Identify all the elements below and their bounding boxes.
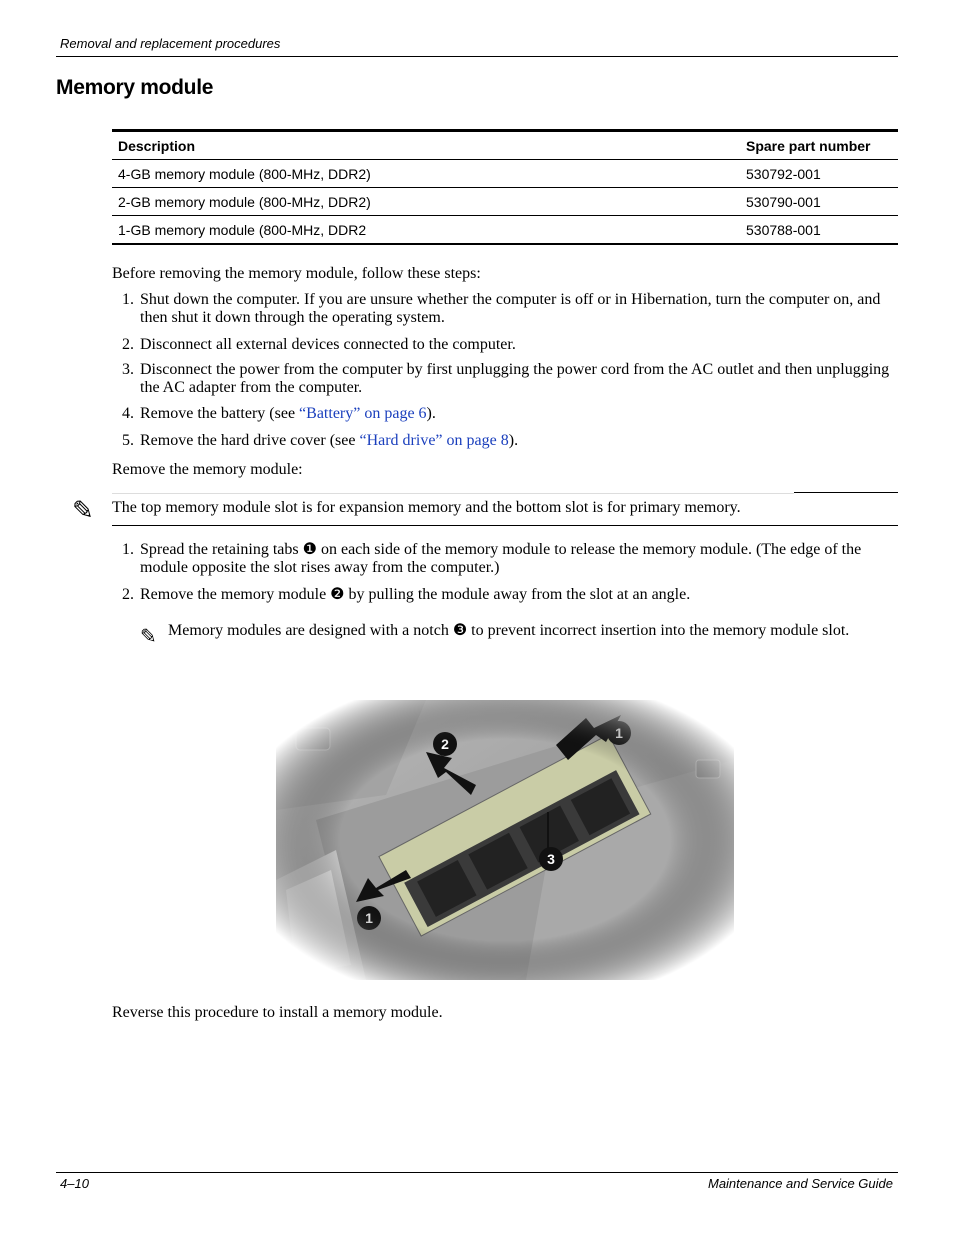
pencil-icon: ✎ (72, 496, 94, 526)
removal-steps (112, 541, 898, 604)
note-rule (112, 525, 898, 526)
note-text: The top memory module slot is for expansion memory and the bottom slot is for primary memory. (112, 499, 741, 516)
memory-module-illustration (276, 700, 734, 980)
hard-drive-link[interactable]: “Hard drive” on page 8 (359, 432, 509, 449)
guide-title: Maintenance and Service Guide (707, 1176, 893, 1191)
page-number: 4–10 (60, 1176, 89, 1191)
closing-paragraph: Reverse this procedure to install a memory module. (112, 1004, 443, 1021)
column-header-description: Description (112, 131, 740, 160)
intro-paragraph: Before removing the memory module, follow these steps: (112, 265, 481, 282)
sub-note-text: Memory modules are designed with a notch ❸ to prevent incorrect insertion into the memory module slot. (168, 622, 850, 639)
row-part-number: 530788-001 (746, 221, 821, 238)
list-item: 1. Shut down the computer. If you are unsure whether the computer is off or in Hibernation, turn the computer on, and then shut it down through the operating system. (122, 291, 881, 326)
page-title: Memory module (56, 76, 214, 99)
column-header-part-number: Spare part number (740, 131, 898, 160)
running-title: Removal and replacement procedures (60, 36, 281, 51)
page-footer (56, 1172, 898, 1191)
table-row (112, 188, 898, 216)
sub-note (140, 621, 898, 648)
preparation-steps (112, 291, 898, 450)
table-row (112, 160, 898, 188)
list-item: 1. Spread the retaining tabs ❶ on each side of the memory module to release the memory module. (The edge of the module opposite the slot rises away from the computer.) (122, 541, 862, 576)
table-header-row (112, 131, 898, 160)
note-box (56, 492, 898, 526)
row-description: 1-GB memory module (800-MHz, DDR2 (118, 221, 367, 238)
row-part-number: 530792-001 (740, 160, 898, 188)
remove-instruction: Remove the memory module: (112, 461, 303, 478)
row-description: 2-GB memory module (800-MHz, DDR2) (112, 188, 740, 216)
note-rule (794, 492, 898, 493)
list-item: 3. Disconnect the power from the computer by first unplugging the power cord from the AC outlet and then unplugging the AC adapter from the computer. (122, 361, 890, 396)
note-rule (112, 493, 794, 494)
row-description: 4-GB memory module (800-MHz, DDR2) (112, 160, 740, 188)
list-item: 5. Remove the hard drive cover (see “Hard drive” on page 8). (122, 432, 519, 449)
pencil-icon: ✎ (140, 624, 157, 648)
list-item: 2. Remove the memory module ❷ by pulling the module away from the slot at an angle. (122, 586, 691, 603)
list-item: 4. Remove the battery (see “Battery” on page 6). (122, 405, 436, 422)
list-item: 2. Disconnect all external devices connected to the computer. (122, 336, 516, 353)
table-row (112, 216, 898, 245)
row-part-number: 530790-001 (740, 188, 898, 216)
spare-parts-table (112, 129, 898, 245)
battery-link[interactable]: “Battery” on page 6 (299, 405, 427, 422)
running-header (56, 35, 898, 57)
